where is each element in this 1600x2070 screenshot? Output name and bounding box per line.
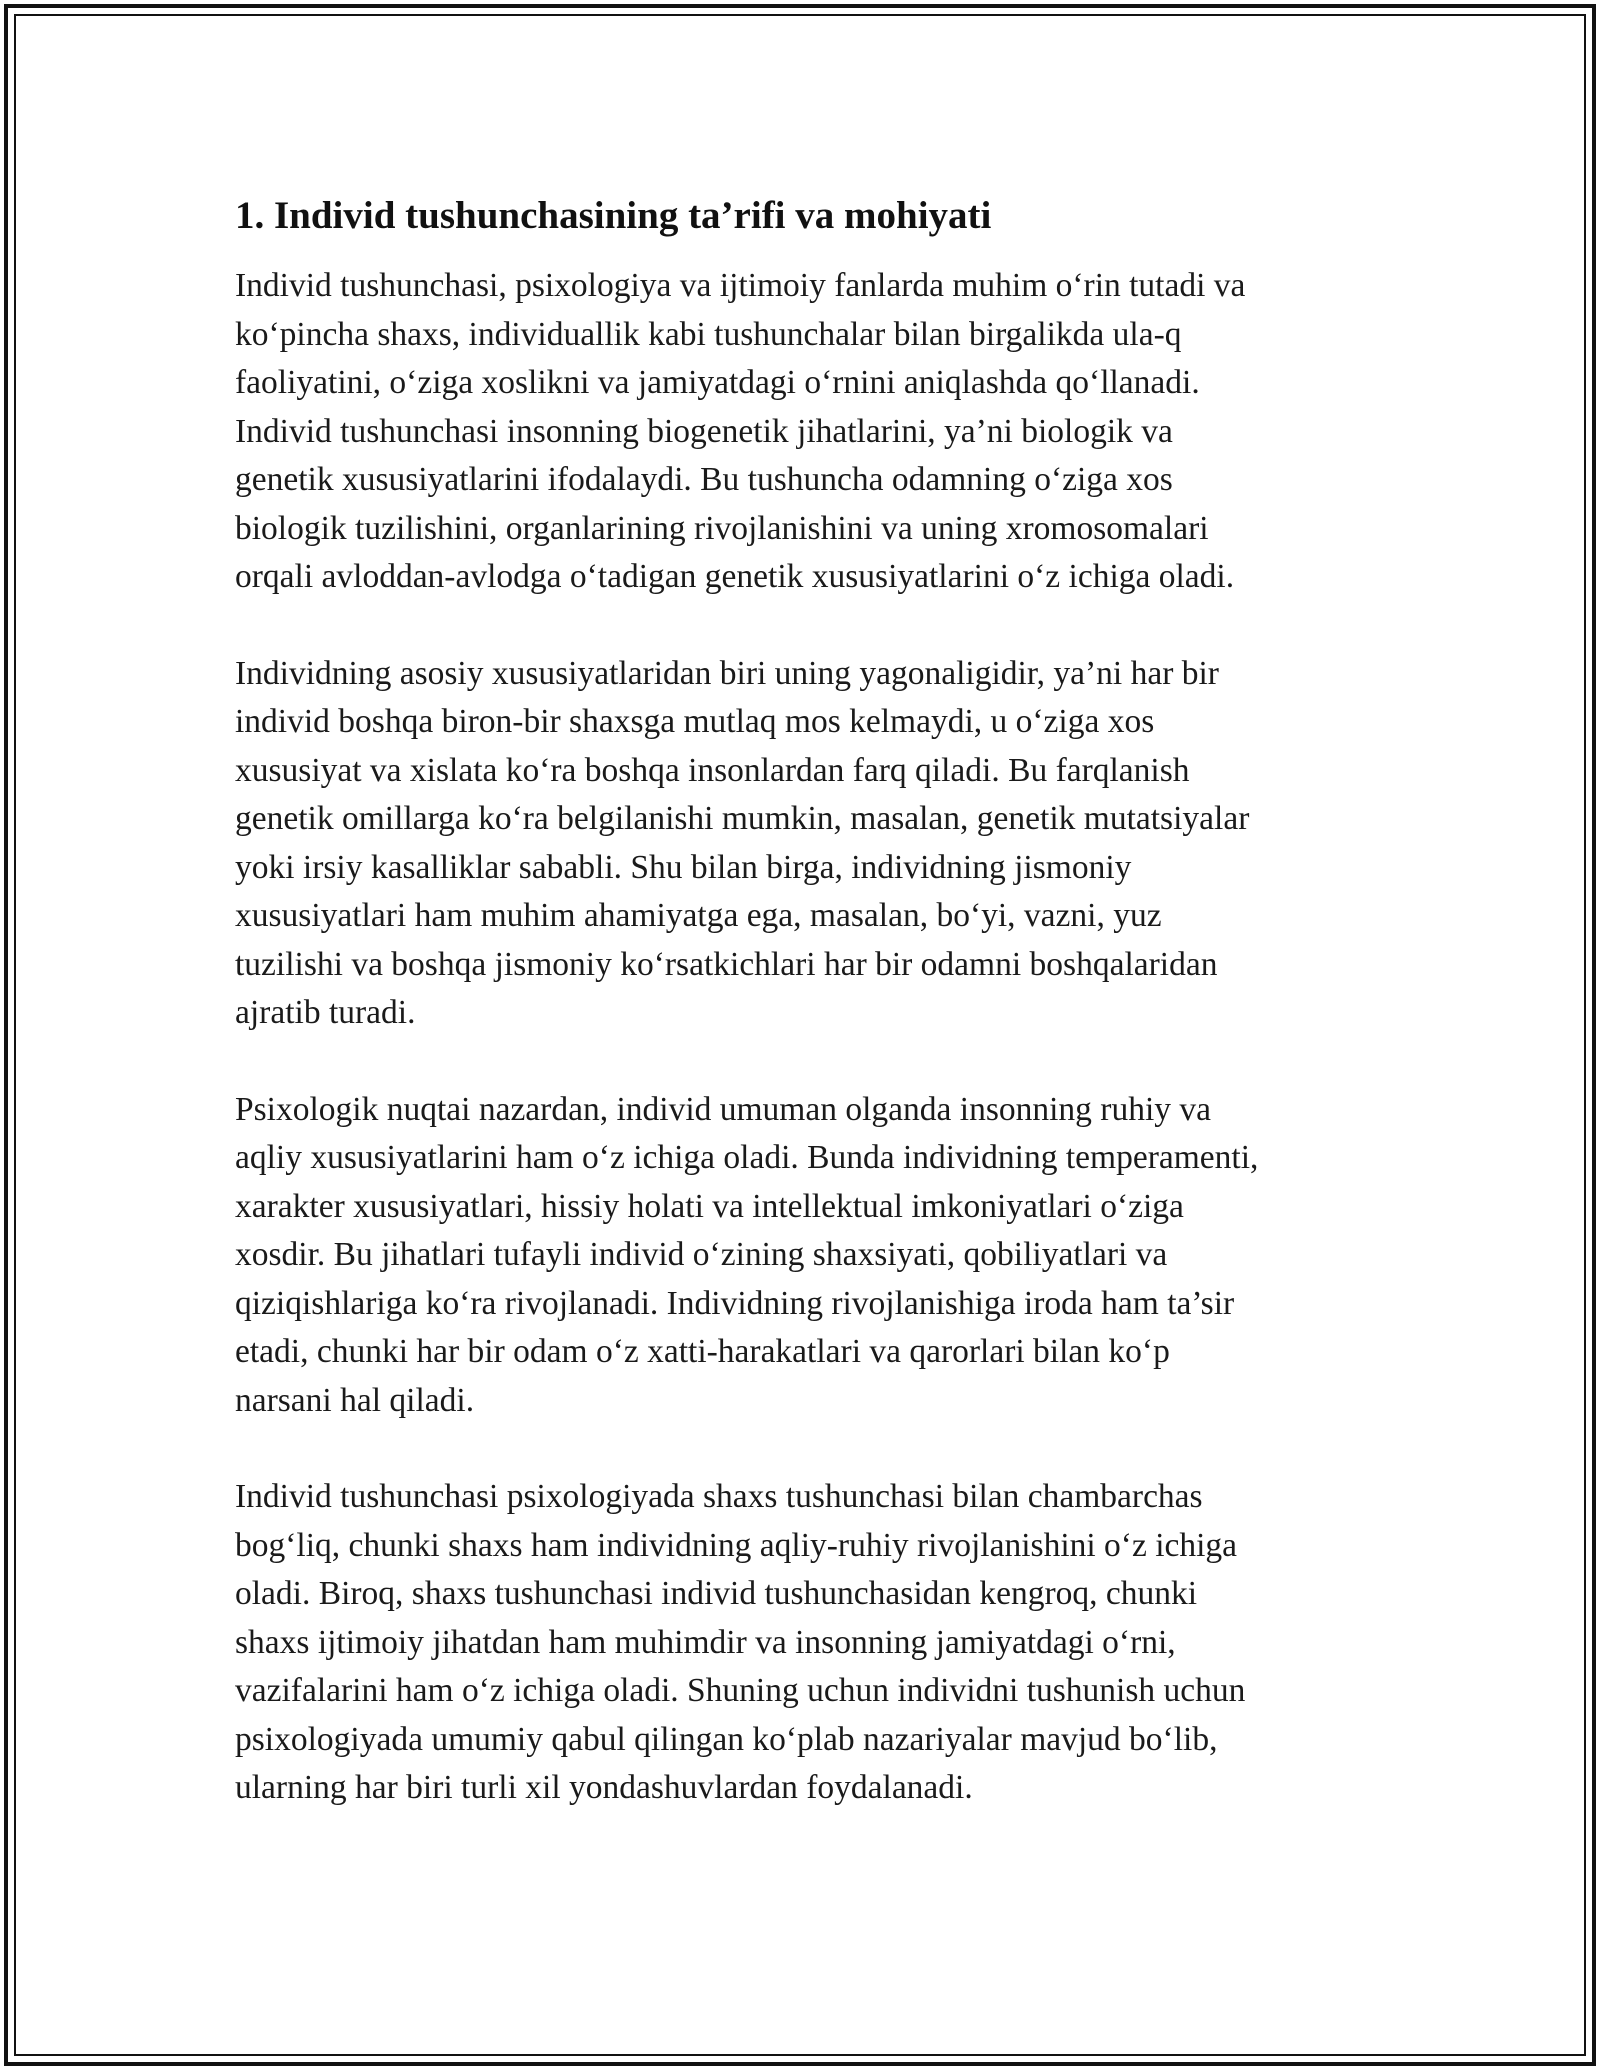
paragraph-2: Individning asosiy xususiyatlaridan biri uning yagonaligidir, ya’ni har bir individ boshqa biron-bir shaxsga mutlaq mos kelmaydi, u o‘ziga xos xususiyat va xislata ko‘ra boshqa insonlardan farq qiladi. Bu farqlanish genetik omillarga ko‘ra belgilanishi mumkin, masalan, genetik mutatsiyalar yoki irsiy kasalliklar sababli. Shu bilan birga, individning jismoniy xususiyatlari ham muhim ahamiyatga ega, masalan, bo‘yi, vazni, yuz tuzilishi va boshqa jismoniy ko‘rsatkichlari har bir odamni boshqalaridan ajratib turadi. — [235, 654, 1250, 1031]
section-heading: 1. Individ tushunchasining ta’rifi va mohiyati — [235, 194, 992, 237]
paragraph-3: Psixologik nuqtai nazardan, individ umuman olganda insonning ruhiy va aqliy xususiyatlarini ham o‘z ichiga oladi. Bunda individning temperamenti, xarakter xususiyatlari, hissiy holati va intellektual imkoniyatlari o‘ziga xosdir. Bu jihatlari tufayli individ o‘zining shaxsiyati, qobiliyatlari va qiziqishlariga ko‘ra rivojlanadi. Individning rivojlanishiga iroda ham ta’sir etadi, chunki har bir odam o‘z xatti-harakatlari va qarorlari bilan ko‘p narsani hal qiladi. — [235, 1090, 1259, 1419]
paragraph-1: Individ tushunchasi, psixologiya va ijtimoiy fanlarda muhim o‘rin tutadi va ko‘pincha shaxs, individuallik kabi tushunchalar bilan birgalikda ula-q faoliyatini, o‘ziga xoslikni va jamiyatdagi o‘rnini aniqlashda qo‘llanadi. Individ tushunchasi insonning biogenetik jihatlarini, ya’ni biologik va genetik xususiyatlarini ifodalaydi. Bu tushuncha odamning o‘ziga xos biologik tuzilishini, organlarining rivojlanishini va uning xromosomalari orqali avloddan-avlodga o‘tadigan genetik xususiyatlarini o‘z ichiga oladi. — [235, 267, 1246, 595]
document-body — [235, 188, 1355, 1861]
paragraph-4: Individ tushunchasi psixologiyada shaxs tushunchasi bilan chambarchas bog‘liq, chunki shaxs ham individning aqliy-ruhiy rivojlanishini o‘z ichiga oladi. Biroq, shaxs tushunchasi individ tushunchasidan kengroq, chunki shaxs ijtimoiy jihatdan ham muhimdir va insonning jamiyatdagi o‘rni, vazifalarini ham o‘z ichiga oladi. Shuning uchun individni tushunish uchun psixologiyada umumiy qabul qilingan ko‘plab nazariyalar mavjud bo‘lib, ularning har biri turli xil yondashuvlardan foydalanadi. — [235, 1478, 1246, 1806]
